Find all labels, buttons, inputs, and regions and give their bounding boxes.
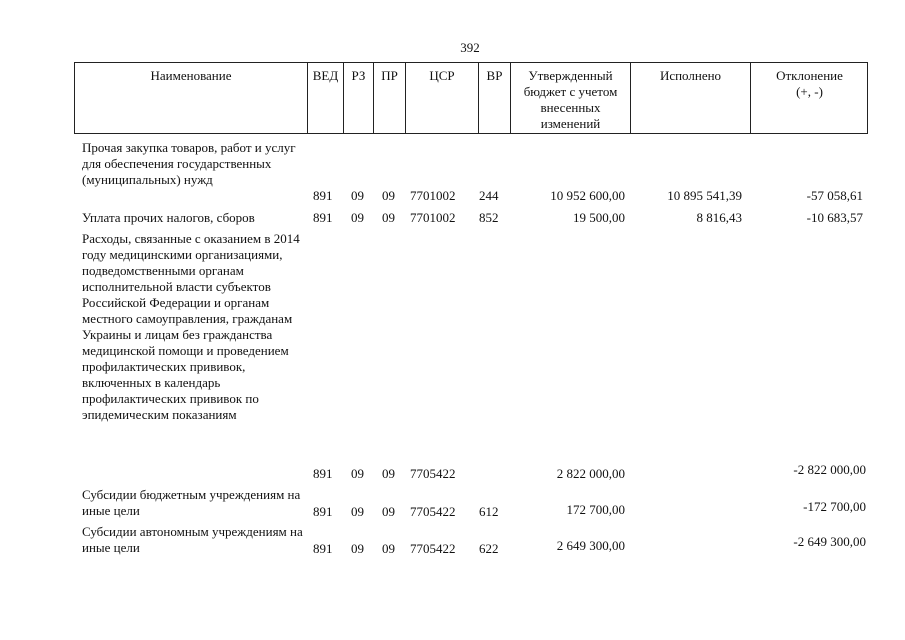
cell-deviation: -2 649 300,00: [793, 534, 866, 549]
cell-csr: 7701002: [410, 210, 456, 225]
cell-pr: 09: [382, 466, 395, 481]
header-vr: ВР: [478, 63, 510, 133]
cell-csr: 7705422: [410, 466, 456, 481]
cell-executed: 8 816,43: [696, 210, 742, 225]
cell-ved: 891: [313, 188, 333, 203]
row-name: Субсидии бюджетным учреждениям на иные цели: [82, 487, 301, 518]
header-name: Наименование: [150, 68, 232, 83]
cell-approved: 172 700,00: [566, 502, 625, 517]
cell-ved: 891: [313, 210, 333, 225]
cell-ved: 891: [313, 541, 333, 556]
cell-rz: 09: [351, 504, 364, 519]
header-rz: РЗ: [343, 63, 373, 133]
cell-pr: 09: [382, 188, 395, 203]
cell-rz: 09: [351, 466, 364, 481]
cell-rz: 09: [351, 541, 364, 556]
cell-pr: 09: [382, 210, 395, 225]
cell-deviation: -2 822 000,00: [793, 462, 866, 477]
header-executed: Исполнено: [630, 63, 750, 133]
cell-pr: 09: [382, 504, 395, 519]
cell-approved: 10 952 600,00: [550, 188, 625, 203]
row-name: Расходы, связанные с оказанием в 2014 году медицинскими организациями, подведомственными органам исполнительной власти субъектов Российской Федерации и органам местного самоуправления, гражданам Украины и лицам без гражданства медицинской помощи и проведением профилактических прививок, включенных в календарь профилактических прививок по эпидемическим показаниям: [82, 231, 300, 422]
cell-rz: 09: [351, 188, 364, 203]
header-deviation: Отклонение (+, -): [750, 63, 868, 133]
cell-csr: 7705422: [410, 541, 456, 556]
cell-approved: 2 822 000,00: [556, 466, 625, 481]
cell-vr: 622: [479, 541, 499, 556]
header-ved: ВЕД: [307, 63, 343, 133]
cell-ved: 891: [313, 466, 333, 481]
cell-rz: 09: [351, 210, 364, 225]
row-name: Субсидии автономным учреждениям на иные цели: [82, 524, 303, 555]
cell-deviation: -10 683,57: [806, 210, 863, 225]
cell-csr: 7705422: [410, 504, 456, 519]
table-header: [74, 62, 868, 134]
cell-executed: 10 895 541,39: [667, 188, 742, 203]
cell-deviation: -172 700,00: [803, 499, 866, 514]
cell-ved: 891: [313, 504, 333, 519]
cell-approved: 2 649 300,00: [556, 538, 625, 553]
cell-pr: 09: [382, 541, 395, 556]
cell-vr: 244: [479, 188, 499, 203]
page-number: 392: [460, 40, 480, 55]
cell-deviation: -57 058,61: [806, 188, 863, 203]
cell-approved: 19 500,00: [573, 210, 625, 225]
header-pr: ПР: [373, 63, 405, 133]
row-name: Уплата прочих налогов, сборов: [82, 210, 255, 225]
row-name: Прочая закупка товаров, работ и услуг для обеспечения государственных (муниципальных) нужд: [82, 140, 296, 187]
header-approved: Утвержденный бюджет с учетом внесенных изменений: [510, 63, 630, 133]
cell-vr: 852: [479, 210, 499, 225]
cell-csr: 7701002: [410, 188, 456, 203]
cell-vr: 612: [479, 504, 499, 519]
header-csr: ЦСР: [405, 63, 478, 133]
